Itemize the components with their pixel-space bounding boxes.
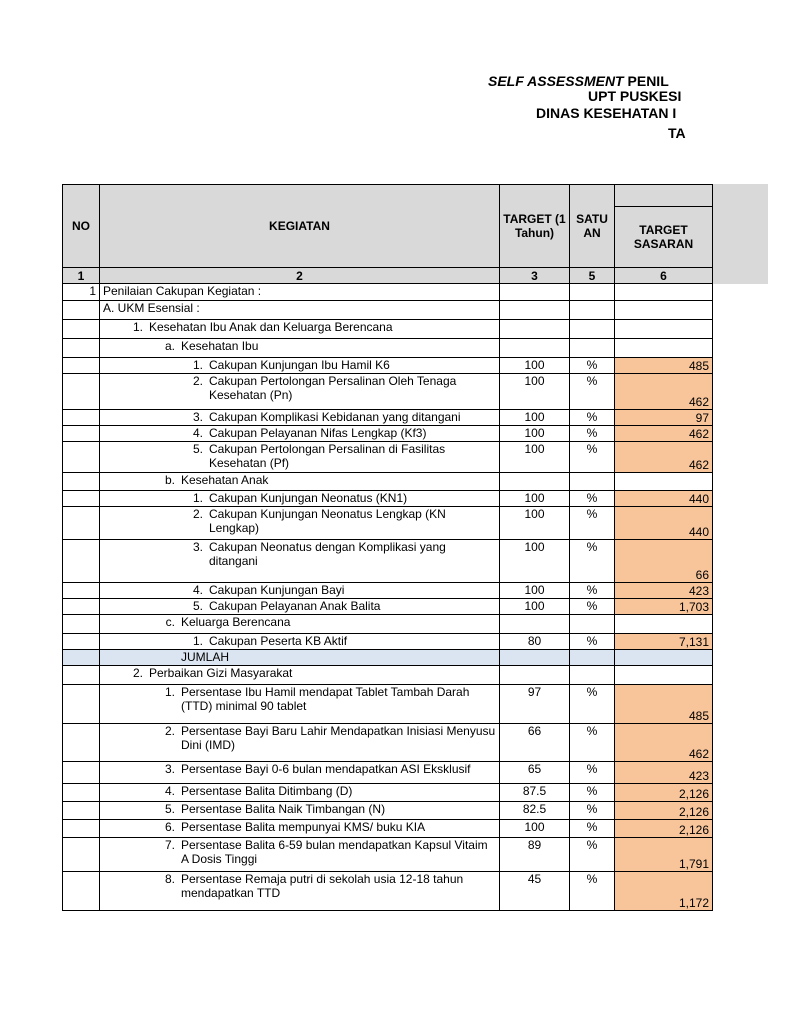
item-text: Cakupan Kunjungan Neonatus (KN1): [209, 491, 408, 505]
cell-satuan: %: [570, 374, 615, 410]
cell-target: 100: [500, 410, 570, 426]
col-header-satuan: SATU AN: [570, 185, 615, 268]
cell-target: 100: [500, 374, 570, 410]
cell-kegiatan: [100, 784, 500, 802]
item-text: Keluarga Berencana: [181, 615, 291, 629]
cell-target: 65: [500, 762, 570, 784]
cell-satuan: %: [570, 410, 615, 426]
item-text: Kesehatan Anak: [181, 473, 269, 487]
cell-no: [63, 838, 100, 872]
table-row: [63, 838, 713, 872]
cell-target-sasaran: 462: [615, 426, 713, 442]
cell-target: [500, 650, 570, 666]
table-row: [63, 426, 713, 442]
cell-satuan: [570, 284, 615, 301]
cell-no: [63, 634, 100, 650]
cell-no: [63, 685, 100, 724]
item-index: 6.: [164, 820, 175, 834]
item-text: Cakupan Kunjungan Neonatus Lengkap (KN Lengkap): [209, 507, 446, 535]
item-index: 1.: [192, 491, 203, 505]
cell-satuan: %: [570, 358, 615, 374]
item-text: Persentase Balita mempunyai KMS/ buku KIA: [181, 820, 426, 834]
cell-target-sasaran: 423: [615, 762, 713, 784]
item-text: A. UKM Esensial :: [103, 301, 200, 315]
cell-satuan: %: [570, 762, 615, 784]
column-number-row: [63, 268, 713, 284]
item-text: Cakupan Pelayanan Anak Balita: [209, 599, 381, 613]
cell-kegiatan: [100, 410, 500, 426]
cell-no: [63, 802, 100, 820]
col-header-kegiatan: KEGIATAN: [100, 185, 500, 268]
col-num: 6: [615, 268, 713, 284]
item-text: Persentase Bayi Baru Lahir Mendapatkan Inisiasi Menyusu Dini (IMD): [181, 724, 496, 752]
cell-satuan: %: [570, 507, 615, 540]
cell-no: [63, 666, 100, 685]
cell-kegiatan: [100, 583, 500, 599]
cell-no: [63, 784, 100, 802]
cell-target-sasaran: 1,703: [615, 599, 713, 615]
cell-target: 100: [500, 540, 570, 583]
item-text: Cakupan Peserta KB Aktif: [209, 634, 348, 648]
cell-no: [63, 872, 100, 911]
cell-target: 100: [500, 507, 570, 540]
item-index: 2.: [132, 666, 143, 680]
cell-target: 66: [500, 724, 570, 762]
report-header-line2: UPT PUSKESI: [588, 88, 682, 104]
item-text: Persentase Bayi 0-6 bulan mendapatkan ASI Eksklusif: [181, 762, 471, 776]
item-index: a.: [164, 339, 175, 353]
table-row: [63, 872, 713, 911]
cell-target-sasaran: 2,126: [615, 820, 713, 838]
cell-no: [63, 491, 100, 507]
cell-no: [63, 583, 100, 599]
table-row: [63, 339, 713, 358]
cell-kegiatan: [100, 374, 500, 410]
cell-satuan: [570, 615, 615, 634]
cell-target: 87.5: [500, 784, 570, 802]
item-text: Persentase Ibu Hamil mendapat Tablet Tambah Darah (TTD) minimal 90 tablet: [181, 685, 470, 713]
cell-satuan: [570, 473, 615, 491]
cell-target-sasaran: [615, 473, 713, 491]
item-text: Perbaikan Gizi Masyarakat: [149, 666, 293, 680]
report-title-rest: PENIL: [623, 73, 669, 89]
item-text: Kesehatan Ibu: [181, 339, 259, 353]
cell-target: 45: [500, 872, 570, 911]
item-index: 4.: [192, 426, 203, 440]
assessment-table: [62, 184, 713, 911]
cell-target-sasaran: 2,126: [615, 802, 713, 820]
cell-target: [500, 473, 570, 491]
cell-no: 1: [63, 284, 100, 301]
item-text: Cakupan Kunjungan Ibu Hamil K6: [209, 358, 390, 372]
cell-target: 100: [500, 583, 570, 599]
table-row: [63, 473, 713, 491]
cell-no: [63, 301, 100, 320]
cell-satuan: %: [570, 426, 615, 442]
table-row: [63, 491, 713, 507]
cell-target-sasaran: 440: [615, 491, 713, 507]
item-text: Cakupan Pelayanan Nifas Lengkap (Kf3): [209, 426, 427, 440]
item-index: 5.: [192, 599, 203, 613]
cell-kegiatan: [100, 358, 500, 374]
cell-kegiatan: [100, 284, 500, 301]
cell-satuan: %: [570, 685, 615, 724]
cell-target: 80: [500, 634, 570, 650]
cell-target-sasaran: [615, 615, 713, 634]
table-row: [63, 634, 713, 650]
cell-no: [63, 473, 100, 491]
cell-target: 100: [500, 491, 570, 507]
cell-target-sasaran: 440: [615, 507, 713, 540]
cell-target: [500, 301, 570, 320]
cell-target: 100: [500, 599, 570, 615]
cell-satuan: %: [570, 583, 615, 599]
item-index: 1.: [192, 358, 203, 372]
cell-no: [63, 615, 100, 634]
table-row: [63, 583, 713, 599]
cell-target-sasaran: [615, 284, 713, 301]
cell-no: [63, 426, 100, 442]
cell-target: 100: [500, 820, 570, 838]
item-index: 2.: [192, 374, 203, 388]
item-text: Cakupan Komplikasi Kebidanan yang ditangani: [209, 410, 461, 424]
cell-target-sasaran: [615, 339, 713, 358]
cell-target-sasaran: 462: [615, 442, 713, 473]
cell-satuan: %: [570, 724, 615, 762]
item-index: c.: [165, 615, 175, 629]
item-index: 3.: [164, 762, 175, 776]
item-text: Persentase Balita Naik Timbangan (N): [181, 802, 386, 816]
cell-satuan: %: [570, 802, 615, 820]
cell-satuan: %: [570, 634, 615, 650]
table-row: [63, 320, 713, 339]
cell-kegiatan: [100, 666, 500, 685]
cell-target: 97: [500, 685, 570, 724]
table-row: [63, 599, 713, 615]
cell-kegiatan: [100, 473, 500, 491]
cell-kegiatan: [100, 685, 500, 724]
cell-satuan: %: [570, 540, 615, 583]
cell-kegiatan: [100, 762, 500, 784]
table-row: [63, 507, 713, 540]
cell-no: [63, 442, 100, 473]
item-index: 5.: [164, 802, 175, 816]
cell-target-sasaran: [615, 320, 713, 339]
cell-kegiatan: [100, 339, 500, 358]
cell-kegiatan: [100, 540, 500, 583]
cell-no: [63, 599, 100, 615]
cell-kegiatan: [100, 802, 500, 820]
report-header-line3: DINAS KESEHATAN I: [536, 105, 677, 121]
cell-target: 100: [500, 426, 570, 442]
item-text: Persentase Balita Ditimbang (D): [181, 784, 353, 798]
cell-target-sasaran: 97: [615, 410, 713, 426]
table-row: [63, 301, 713, 320]
col-header-target: TARGET (1 Tahun): [500, 185, 570, 268]
item-index: 4.: [164, 784, 175, 798]
cell-kegiatan: [100, 838, 500, 872]
item-text: Cakupan Neonatus dengan Komplikasi yang ditangani: [209, 540, 446, 568]
col-num: 1: [63, 268, 100, 284]
item-text: Cakupan Pertolongan Persalinan Oleh Tenaga Kesehatan (Pn): [209, 374, 457, 402]
cell-target: [500, 615, 570, 634]
cell-no: [63, 724, 100, 762]
cell-kegiatan: [100, 615, 500, 634]
item-text: Penilaian Cakupan Kegiatan :: [103, 284, 262, 298]
cell-target-sasaran: 2,126: [615, 784, 713, 802]
cell-kegiatan: [100, 442, 500, 473]
item-index: 1.: [164, 685, 175, 699]
cell-target-sasaran: 66: [615, 540, 713, 583]
item-index: 1.: [132, 320, 143, 334]
cell-target-sasaran: 1,791: [615, 838, 713, 872]
cell-target-sasaran: [615, 650, 713, 666]
cell-no: [63, 339, 100, 358]
table-row: [63, 724, 713, 762]
item-text: Cakupan Kunjungan Bayi: [209, 583, 345, 597]
cell-kegiatan: [100, 507, 500, 540]
item-text: Persentase Remaja putri di sekolah usia 12-18 tahun mendapatkan TTD: [181, 872, 464, 900]
cell-target-sasaran: 423: [615, 583, 713, 599]
item-text: Kesehatan Ibu Anak dan Keluarga Berencana: [149, 320, 393, 334]
table-row: [63, 374, 713, 410]
item-index: 5.: [192, 442, 203, 456]
cell-no: [63, 650, 100, 666]
cell-target: [500, 284, 570, 301]
table-row: [63, 802, 713, 820]
cell-target: 82.5: [500, 802, 570, 820]
cell-kegiatan: [100, 820, 500, 838]
cell-satuan: %: [570, 872, 615, 911]
cell-kegiatan: [100, 320, 500, 339]
table-row: [63, 820, 713, 838]
cell-target: 100: [500, 358, 570, 374]
cell-kegiatan: [100, 724, 500, 762]
table-row: [63, 685, 713, 724]
item-index: 2.: [192, 507, 203, 521]
cell-kegiatan: [100, 599, 500, 615]
item-index: 1.: [192, 634, 203, 648]
item-index: b.: [164, 473, 175, 487]
item-text: Persentase Balita 6-59 bulan mendapatkan Kapsul Vitaim A Dosis Tinggi: [181, 838, 488, 866]
table-row: [63, 784, 713, 802]
cell-no: [63, 540, 100, 583]
cell-no: [63, 762, 100, 784]
item-index: 3.: [192, 410, 203, 424]
item-text: JUMLAH: [181, 650, 230, 664]
item-index: 4.: [192, 583, 203, 597]
col-header-group: [615, 185, 713, 207]
report-header-line4: TA: [668, 125, 686, 141]
cell-kegiatan: [100, 301, 500, 320]
cell-target: 100: [500, 442, 570, 473]
cell-no: [63, 507, 100, 540]
cell-target-sasaran: [615, 301, 713, 320]
cell-kegiatan: [100, 650, 500, 666]
cell-target: [500, 339, 570, 358]
cell-satuan: [570, 301, 615, 320]
cell-satuan: [570, 339, 615, 358]
cell-no: [63, 358, 100, 374]
cell-target-sasaran: 485: [615, 358, 713, 374]
cell-satuan: [570, 666, 615, 685]
item-index: 3.: [192, 540, 203, 554]
cell-satuan: [570, 320, 615, 339]
table-row: [63, 762, 713, 784]
cell-kegiatan: [100, 491, 500, 507]
cell-satuan: %: [570, 820, 615, 838]
cell-kegiatan: [100, 872, 500, 911]
cell-target-sasaran: [615, 666, 713, 685]
col-num: 2: [100, 268, 500, 284]
cell-kegiatan: [100, 426, 500, 442]
item-index: 2.: [164, 724, 175, 738]
cell-target-sasaran: 7,131: [615, 634, 713, 650]
cell-no: [63, 374, 100, 410]
cell-satuan: [570, 650, 615, 666]
cell-no: [63, 320, 100, 339]
cell-satuan: %: [570, 599, 615, 615]
cell-target-sasaran: 485: [615, 685, 713, 724]
table-row: [63, 358, 713, 374]
table-row: [63, 650, 713, 666]
col-header-no: NO: [63, 185, 100, 268]
col-num: 5: [570, 268, 615, 284]
col-header-target-sasaran: TARGET SASARAN: [615, 207, 713, 268]
cell-satuan: %: [570, 784, 615, 802]
cell-target-sasaran: 462: [615, 374, 713, 410]
table-row: [63, 410, 713, 426]
cell-no: [63, 410, 100, 426]
report-title-italic: SELF ASSESSMENT: [488, 73, 624, 89]
cell-no: [63, 820, 100, 838]
item-index: 7.: [164, 838, 175, 852]
cell-target-sasaran: 1,172: [615, 872, 713, 911]
table-row: [63, 540, 713, 583]
item-index: 8.: [164, 872, 175, 886]
cell-satuan: %: [570, 491, 615, 507]
col-num: 3: [500, 268, 570, 284]
item-text: Cakupan Pertolongan Persalinan di Fasilitas Kesehatan (Pf): [209, 442, 446, 470]
cell-target: [500, 320, 570, 339]
table-row: [63, 615, 713, 634]
cell-target: [500, 666, 570, 685]
cell-kegiatan: [100, 634, 500, 650]
table-row: [63, 666, 713, 685]
cell-target-sasaran: 462: [615, 724, 713, 762]
cell-satuan: %: [570, 838, 615, 872]
cell-target: 89: [500, 838, 570, 872]
cell-satuan: %: [570, 442, 615, 473]
table-row: [63, 442, 713, 473]
table-row: [63, 284, 713, 301]
